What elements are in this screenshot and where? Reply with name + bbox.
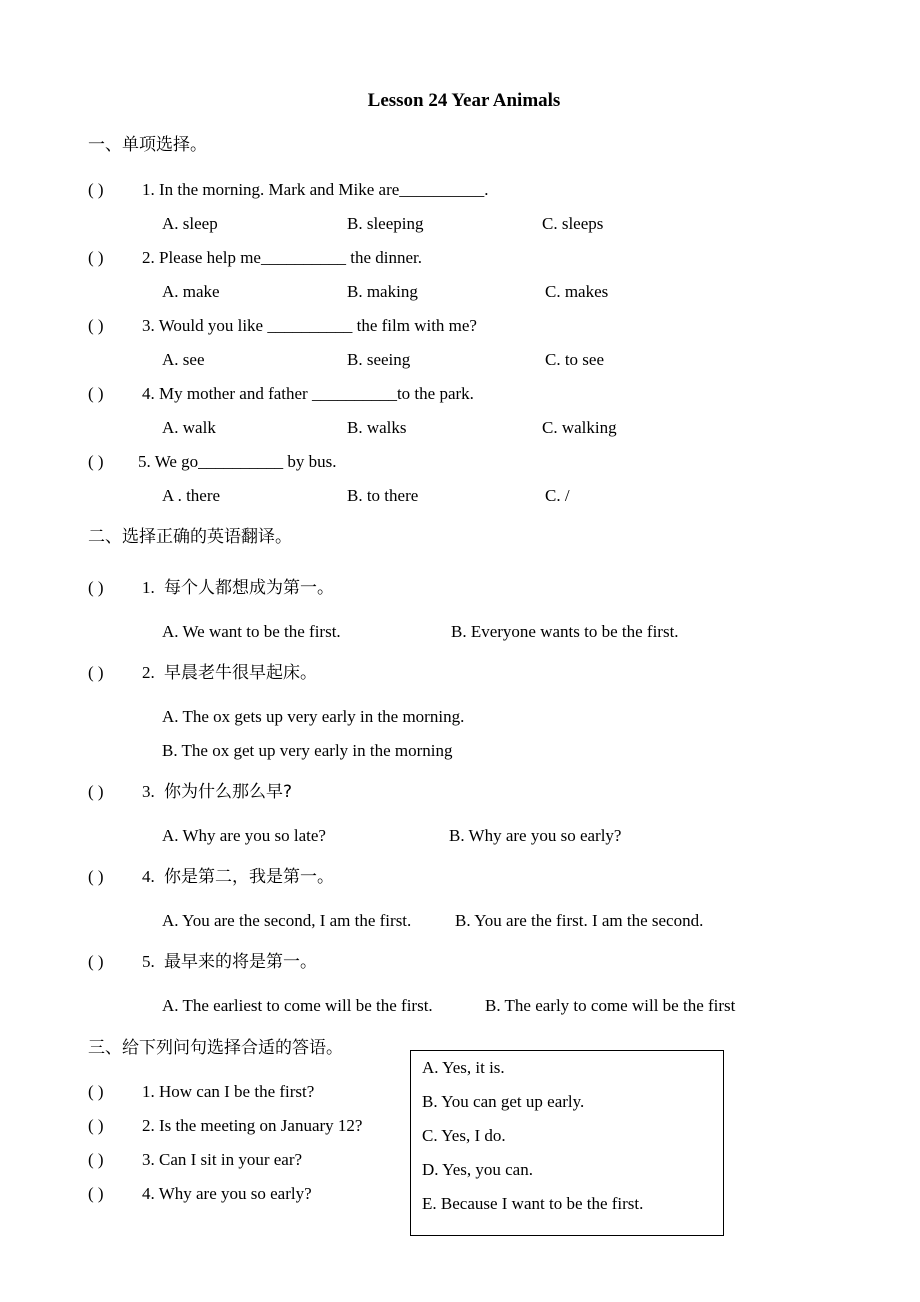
page-title: Lesson 24 Year Animals [367, 90, 561, 111]
answer-blank[interactable]: ( ) [88, 452, 104, 471]
chinese-sentence: 每个人都想成为第一。 [164, 578, 334, 598]
option-a: A. sleep [162, 214, 218, 233]
option-a: A. You are the second, I am the first. [162, 911, 412, 930]
chinese-sentence: 你是第二，我是第一。 [164, 867, 334, 887]
option-a: A. The ox gets up very early in the morning. [162, 707, 465, 726]
option-b: B. Everyone wants to be the first. [451, 622, 679, 641]
question-stem: 3. Can I sit in your ear? [142, 1150, 303, 1169]
answer-blank[interactable]: ( ) [88, 782, 104, 801]
answer-blank[interactable]: ( ) [88, 867, 104, 886]
question-stem: 4. My mother and father __________to the park. [142, 384, 474, 403]
answer-blank[interactable]: ( ) [88, 578, 104, 597]
option-a: A . there [162, 486, 221, 505]
option-b: B. seeing [347, 350, 411, 369]
option-a: A. The earliest to come will be the first. [162, 996, 433, 1015]
answer-blank[interactable]: ( ) [88, 248, 104, 267]
question-stem: 1. In the morning. Mark and Mike are__________. [142, 180, 489, 199]
answer-blank[interactable]: ( ) [88, 180, 104, 199]
option-a: A. We want to be the first. [162, 622, 341, 641]
question-number: 5. [142, 952, 155, 971]
option-c: C. sleeps [542, 214, 604, 233]
option-c: C. makes [545, 282, 609, 301]
answer-choice: C. Yes, I do. [422, 1126, 506, 1145]
chinese-sentence: 你为什么那么早? [164, 782, 293, 802]
answer-blank[interactable]: ( ) [88, 663, 104, 682]
question-number: 3. [142, 782, 155, 801]
section-1-heading: 一、单项选择。 [88, 135, 207, 155]
option-a: A. walk [162, 418, 216, 437]
option-c: C. to see [545, 350, 605, 369]
answer-choice: E. Because I want to be the first. [422, 1194, 644, 1213]
chinese-sentence: 早晨老牛很早起床。 [164, 663, 317, 683]
option-b: B. making [347, 282, 418, 301]
answer-blank[interactable]: ( ) [88, 1082, 104, 1101]
option-a: A. see [162, 350, 205, 369]
option-b: B. The early to come will be the first [485, 996, 736, 1015]
answer-choice: D. Yes, you can. [422, 1160, 533, 1179]
question-number: 1. [142, 578, 155, 597]
option-b: B. to there [347, 486, 419, 505]
question-stem: 4. Why are you so early? [142, 1184, 312, 1203]
answer-blank[interactable]: ( ) [88, 384, 104, 403]
question-stem: 1. How can I be the first? [142, 1082, 315, 1101]
answer-blank[interactable]: ( ) [88, 1184, 104, 1203]
question-number: 2. [142, 663, 155, 682]
chinese-sentence: 最早来的将是第一。 [164, 952, 317, 972]
option-b: B. walks [347, 418, 407, 437]
option-c: C. / [545, 486, 570, 505]
question-number: 4. [142, 867, 155, 886]
option-b: B. The ox get up very early in the morning [162, 741, 453, 760]
answer-choice: A. Yes, it is. [422, 1058, 505, 1077]
answer-choice: B. You can get up early. [422, 1092, 585, 1111]
answer-blank[interactable]: ( ) [88, 952, 104, 971]
option-b: B. sleeping [347, 214, 424, 233]
answer-blank[interactable]: ( ) [88, 1150, 104, 1169]
question-stem: 5. We go__________ by bus. [138, 452, 337, 471]
option-b: B. You are the first. I am the second. [455, 911, 704, 930]
question-stem: 2. Is the meeting on January 12? [142, 1116, 363, 1135]
option-a: A. make [162, 282, 220, 301]
answer-blank[interactable]: ( ) [88, 316, 104, 335]
section-3-heading: 三、给下列问句选择合适的答语。 [88, 1038, 343, 1058]
option-c: C. walking [542, 418, 617, 437]
question-stem: 2. Please help me__________ the dinner. [142, 248, 422, 267]
section-2-heading: 二、选择正确的英语翻译。 [88, 527, 292, 547]
answer-blank[interactable]: ( ) [88, 1116, 104, 1135]
option-a: A. Why are you so late? [162, 826, 326, 845]
option-b: B. Why are you so early? [449, 826, 622, 845]
question-stem: 3. Would you like __________ the film with me? [142, 316, 477, 335]
